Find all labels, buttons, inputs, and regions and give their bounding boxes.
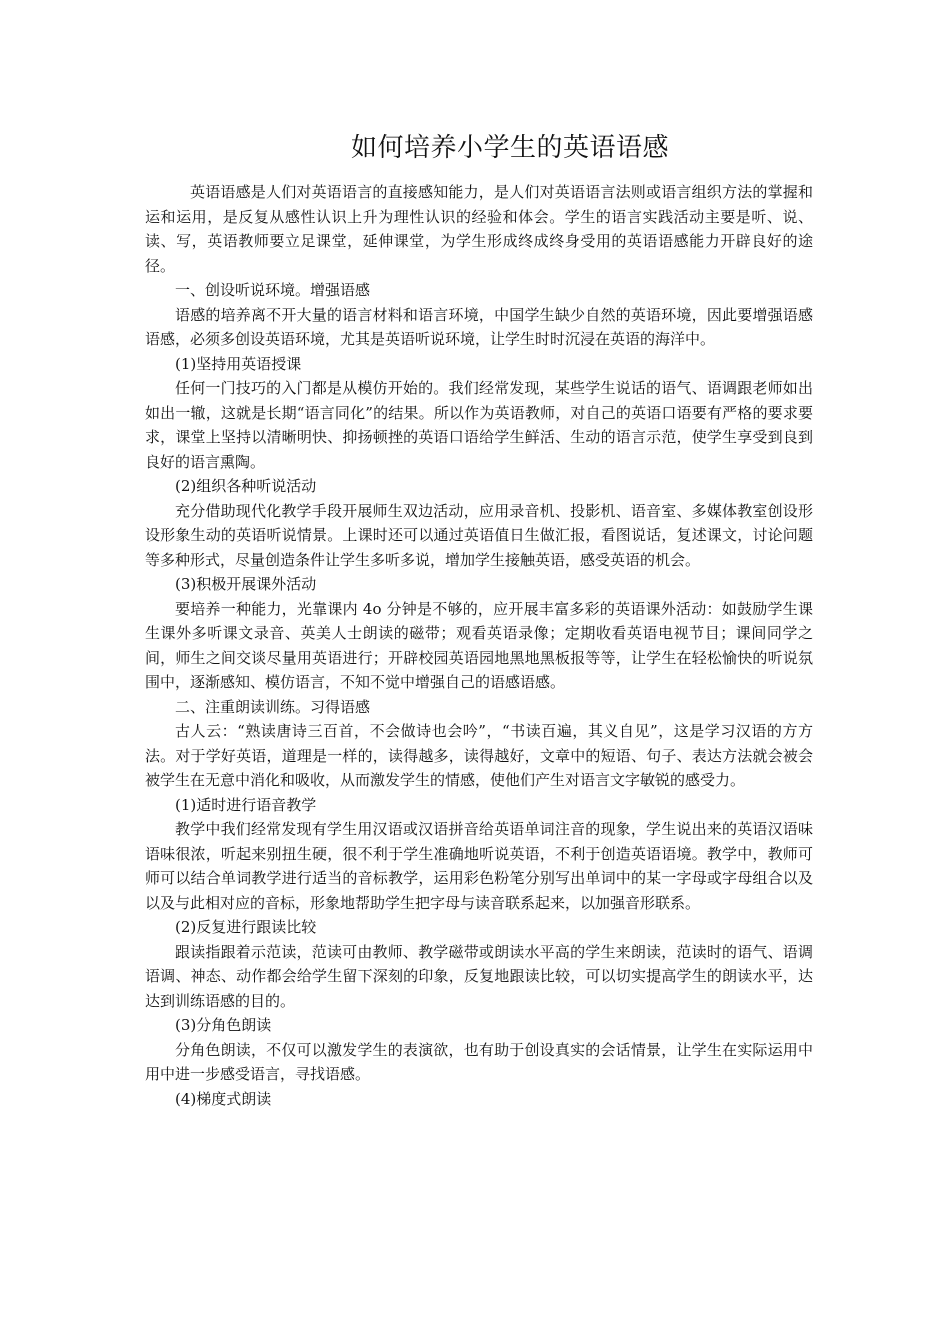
- section-heading: 一、创设听说环境。增强语感: [175, 281, 371, 299]
- body-paragraph: 充分借助现代化教学手段开展师生双边活动，应用录音机、投影机、语音室、多媒体教室创设形设形象生动的英语听说情景。上课时还可以通过英语值日生做汇报，看图说话，复述课文，讨论问题等多种形式，尽量创造条件让学生多听多说，增加学生接触英语，感受英语的机会。: [145, 501, 813, 569]
- subsection-heading: (3)积极开展课外活动: [175, 575, 317, 593]
- subsection-heading: (4)梯度式朗读: [175, 1089, 272, 1108]
- body-paragraph: 分角色朗读，不仅可以激发学生的表演欲，也有助于创设真实的会话情景，让学生在实际运用中用中进一步感受语言，寻找语感。: [145, 1040, 813, 1083]
- subsection-heading: (3)分角色朗读: [175, 1016, 272, 1034]
- subsection-heading: (1)坚持用英语授课: [175, 354, 302, 373]
- document-title: 如何培养小学生的英语语感: [350, 133, 669, 163]
- paragraph-list: [145, 180, 813, 1111]
- subsection-heading: (1)适时进行语音教学: [175, 795, 317, 814]
- body-paragraph: 要培养一种能力，光靠课内 4o 分钟是不够的，应开展丰富多彩的英语课外活动：如鼓励学生课生课外多听课文录音、英美人士朗读的磁带；观看英语录像；定期收看英语电视节目；课间同学之间，师生之间交谈尽量用英语进行；开辟校园英语园地黑地黑板报等等，让学生在轻松愉快的听说氛围中，逐渐感知、模仿语言，不知不觉中增强自己的语感语感。: [145, 599, 813, 691]
- document-body: [145, 128, 813, 1111]
- subsection-heading: (2)反复进行跟读比较: [175, 918, 317, 936]
- subsection-heading: (2)组织各种听说活动: [175, 477, 317, 495]
- body-paragraph: 跟读指跟着示范读，范读可由教师、教学磁带或朗读水平高的学生来朗读，范读时的语气、语调语调、神态、动作都会给学生留下深刻的印象，反复地跟读比较，可以切实提高学生的朗读水平，达达到训练语感的目的。: [145, 942, 813, 1010]
- body-paragraph: 古人云：“熟读唐诗三百首，不会做诗也会吟”，“书读百遍，其义自见”，这是学习汉语的方方法。对于学好英语，道理是一样的，读得越多，读得越好，文章中的短语、句子、表达方法就会被会被学生在无意中消化和吸收，从而激发学生的情感，使他们产生对语言文字敏锐的感受力。: [145, 722, 813, 789]
- body-paragraph: 教学中我们经常发现有学生用汉语或汉语拼音给英语单词注音的现象，学生说出来的英语汉语味语味很浓，听起来别扭生硬，很不利于学生准确地听说英语，不利于创造英语语境。教学中，教师可师可以结合单词教学进行适当的音标教学，运用彩色粉笔分别写出单词中的某一字母或字母组合以及以及与此相对应的音标，形象地帮助学生把字母与读音联系起来，以加强音形联系。: [145, 820, 813, 912]
- body-paragraph: 语感的培养离不开大量的语言材料和语言环境，中国学生缺少自然的英语环境，因此要增强语感语感，必须多创设英语环境，尤其是英语听说环境，让学生时时沉浸在英语的海洋中。: [145, 305, 813, 348]
- intro-paragraph: 英语语感是人们对英语语言的直接感知能力，是人们对英语语言法则或语言组织方法的掌握和运和运用，是反复从感性认识上升为理性认识的经验和体会。学生的语言实践活动主要是听、说、读、写，英语教师要立足课堂，延伸课堂，为学生形成终成终身受用的英语语感能力开辟良好的途径。: [145, 183, 813, 275]
- section-heading: 二、注重朗读训练。习得语感: [175, 697, 371, 716]
- body-paragraph: 任何一门技巧的入门都是从模仿开始的。我们经常发现，某些学生说话的语气、语调跟老师如出如出一辙，这就是长期“语言同化”的结果。所以作为英语教师，对自己的英语口语要有严格的要求要求，课堂上坚持以清晰明快、抑扬顿挫的英语口语给学生鲜活、生动的语言示范，使学生享受到良到良好的语言熏陶。: [145, 379, 813, 471]
